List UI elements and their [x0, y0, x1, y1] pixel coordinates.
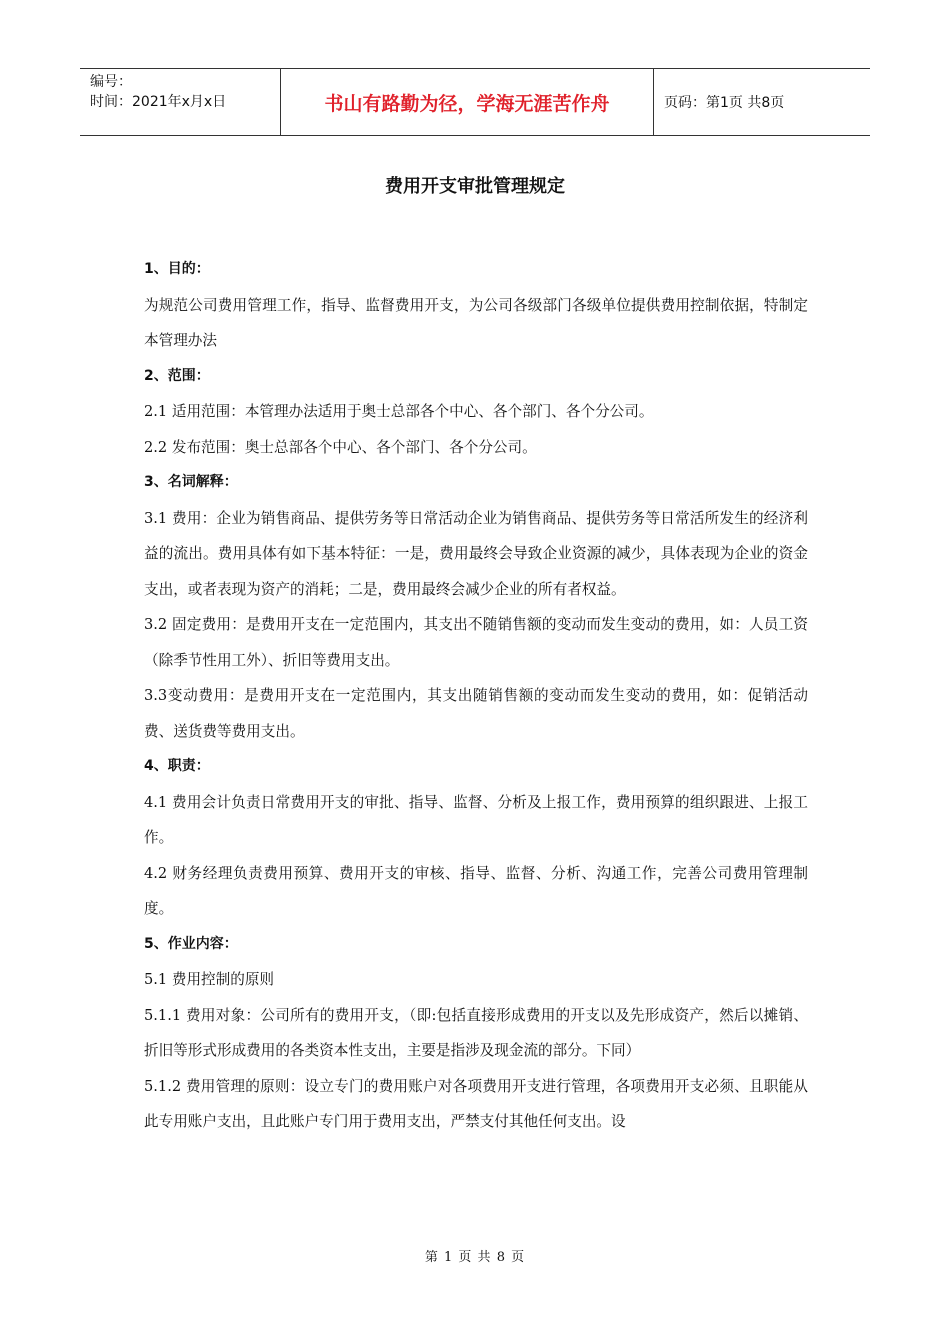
- paragraph: 2.1 适用范围：本管理办法适用于奥士总部各个中心、各个部门、各个分公司。: [144, 403, 654, 420]
- section-heading-definitions: 3、名词解释：: [144, 474, 238, 490]
- document-number-label: 编号：: [90, 74, 132, 90]
- header-motto: 书山有路勤为径，学海无涯苦作舟: [280, 69, 654, 135]
- paragraph: 5.1.1 费用对象：公司所有的费用开支，（即:包括直接形成费用的开支以及先形成资产，然后以摊销、折旧等形式形成费用的各类资本性支出，主要是指涉及现金流的部分。下同）: [144, 1006, 808, 1059]
- section-heading-operations: 5、作业内容：: [144, 935, 238, 952]
- paragraph: 5.1 费用控制的原则: [144, 971, 275, 988]
- header-page-info: 页码：第1页 共8页: [664, 95, 785, 111]
- paragraph: 2.2 发布范围：奥士总部各个中心、各个部门、各个分公司。: [144, 438, 537, 456]
- paragraph: 3.2 固定费用：是费用开支在一定范围内，其支出不随销售额的变动而发生变动的费用，如：人员工资（除季节性用工外）、折旧等费用支出。: [144, 616, 808, 669]
- paragraph: 3.3变动费用：是费用开支在一定范围内，其支出随销售额的变动而发生变动的费用，如：促销活动费、送货费等费用支出。: [144, 687, 808, 740]
- page-footer: 第 1 页 共 8 页: [424, 1250, 526, 1265]
- document-date-label: 时间：2021年x月x日: [90, 94, 227, 110]
- section-heading-responsibilities: 4、职责：: [144, 758, 210, 774]
- paragraph: 4.2 财务经理负责费用预算、费用开支的审核、指导、监督、分析、沟通工作，完善公司费用管理制度。: [144, 864, 808, 917]
- paragraph: 4.1 费用会计负责日常费用开支的审批、指导、监督、分析及上报工作，费用预算的组织跟进、上报工作。: [144, 793, 808, 846]
- header-meta: [80, 69, 280, 135]
- section-heading-purpose: 1、目的：: [144, 261, 210, 277]
- document-title: 费用开支审批管理规定: [385, 176, 565, 197]
- section-heading-scope: 2、范围：: [144, 367, 210, 384]
- document-header: [80, 68, 870, 136]
- paragraph: 为规范公司费用管理工作，指导、监督费用开支，为公司各级部门各级单位提供费用控制依据，特制定本管理办法: [144, 296, 808, 349]
- paragraph: 3.1 费用：企业为销售商品、提供劳务等日常活动企业为销售商品、提供劳务等日常活所发生的经济利益的流出。费用具体有如下基本特征：一是，费用最终会导致企业资源的减少，具体表现为企业的资金支出，或者表现为资产的消耗；二是，费用最终会减少企业的所有者权益。: [144, 509, 808, 598]
- document-body: [144, 252, 808, 1140]
- paragraph: 5.1.2 费用管理的原则：设立专门的费用账户对各项费用开支进行管理，各项费用开支必须、且职能从此专用账户支出，且此账户专门用于费用支出，严禁支付其他任何支出。设: [144, 1077, 808, 1130]
